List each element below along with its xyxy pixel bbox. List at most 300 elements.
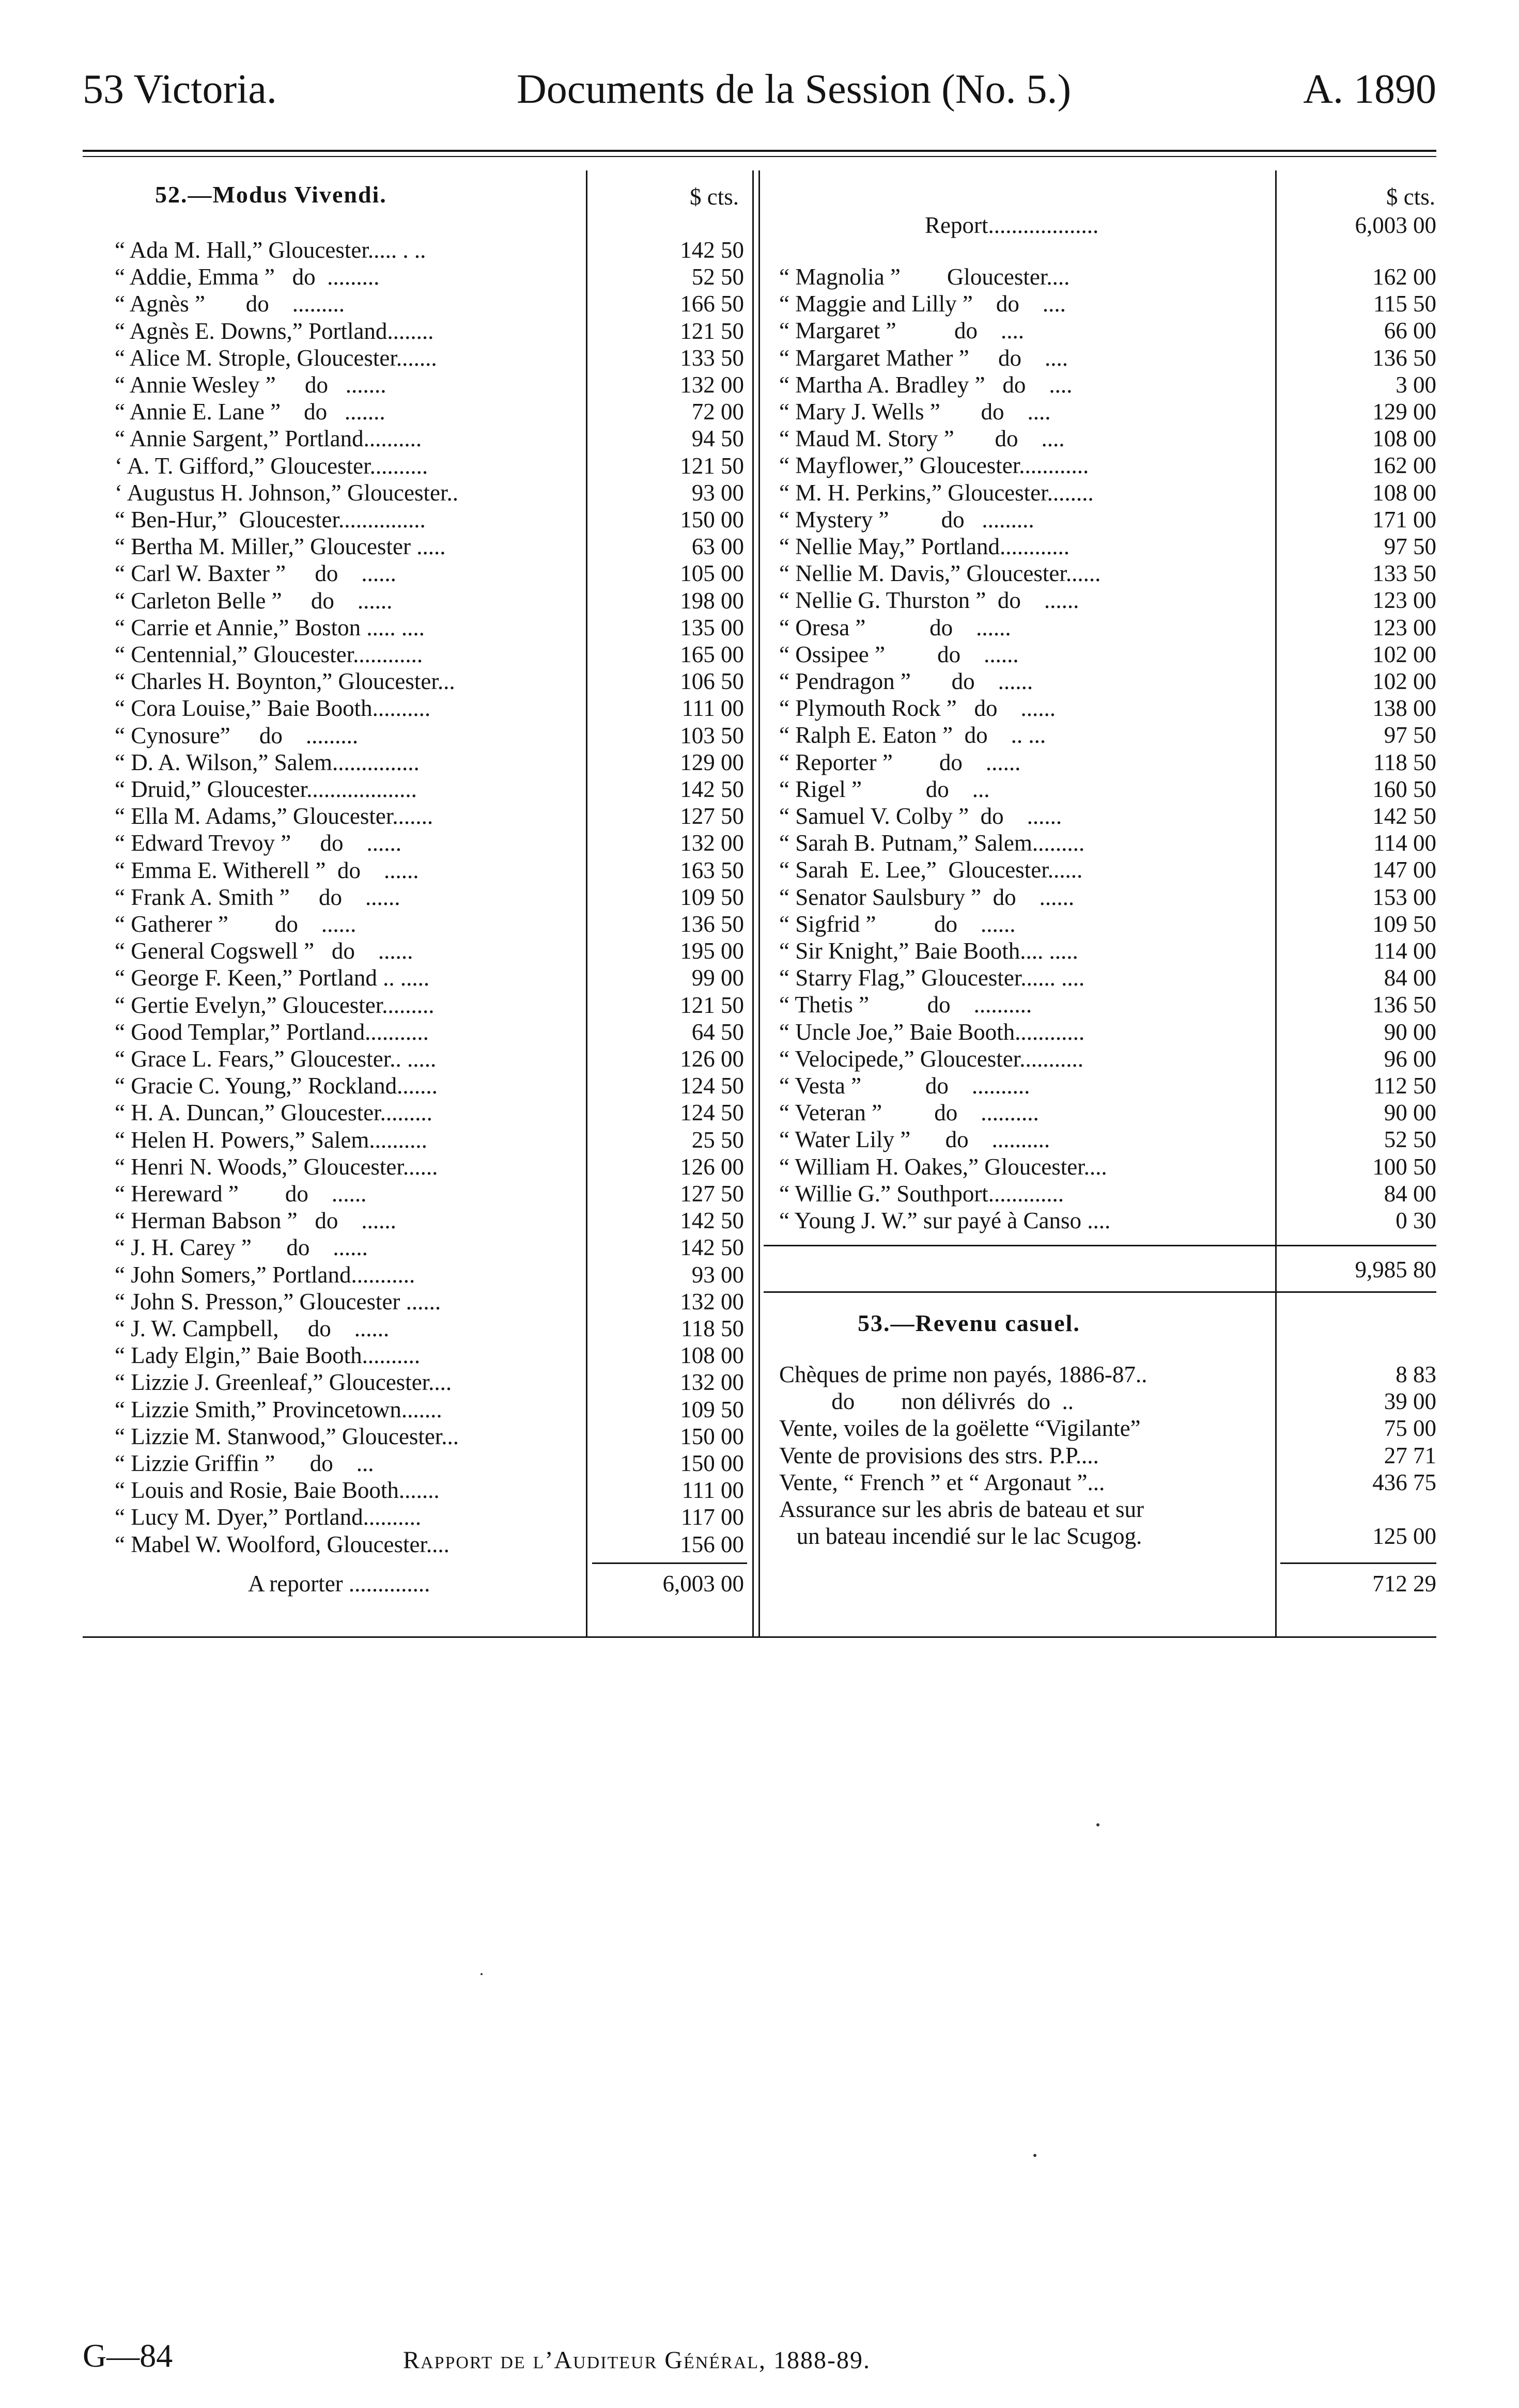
table-row xyxy=(115,1477,744,1504)
table-row xyxy=(115,533,744,560)
entry-name: “ Annie E. Lane ” do ....... xyxy=(115,399,385,425)
table-row xyxy=(115,263,744,290)
entry-name: “ Gatherer ” do ...... xyxy=(115,911,357,937)
entry-amount: 136 50 xyxy=(680,911,744,937)
entry-name: “ Willie G.” Southport............. xyxy=(779,1180,1064,1207)
entry-amount: 108 00 xyxy=(1372,426,1436,452)
entry-amount: 100 50 xyxy=(1372,1153,1436,1180)
entry-name: “ Hereward ” do ...... xyxy=(115,1181,367,1207)
entry-amount: 64 50 xyxy=(691,1019,744,1045)
entry-name: “ Lizzie Smith,” Provincetown....... xyxy=(115,1396,442,1422)
entry-name: “ Sigfrid ” do ...... xyxy=(779,911,1016,937)
entry-name: “ Sir Knight,” Baie Booth.... ..... xyxy=(779,938,1078,964)
entry-amount: 105 00 xyxy=(680,560,744,587)
table-row xyxy=(115,506,744,533)
entry-name: “ Cynosure” do ......... xyxy=(115,722,359,748)
entry-amount: 153 00 xyxy=(1372,884,1436,910)
entry-amount: 52 50 xyxy=(691,264,744,290)
entry-name: “ Annie Wesley ” do ....... xyxy=(115,372,386,398)
table-row xyxy=(115,1531,744,1558)
table-row xyxy=(115,749,744,776)
entry-amount: 66 00 xyxy=(1384,318,1436,344)
table-row xyxy=(115,1180,744,1207)
table-row xyxy=(115,884,744,911)
entry-name: “ Agnès ” do ......... xyxy=(115,291,345,317)
table-row xyxy=(115,1234,744,1261)
entry-name: “ Charles H. Boynton,” Gloucester... xyxy=(115,668,455,695)
table-row xyxy=(779,452,1436,479)
entry-name: “ Nellie May,” Portland............ xyxy=(779,534,1070,559)
entry-name: “ J. W. Campbell, do ...... xyxy=(115,1316,390,1341)
footer-report-title: Rapport de l’Auditeur Général, 1888-89. xyxy=(403,2347,871,2374)
entry-name: “ Ralph E. Eaton ” do .. ... xyxy=(779,722,1046,748)
entry-amount: 127 50 xyxy=(680,1181,744,1207)
entry-amount: 109 50 xyxy=(680,884,744,910)
table-row xyxy=(115,1099,744,1126)
left-carry-row xyxy=(248,1570,744,1597)
table-row xyxy=(115,1423,744,1450)
entry-name: “ Nellie M. Davis,” Gloucester...... xyxy=(779,560,1101,587)
table-row xyxy=(115,1315,744,1342)
revenu-amount: 8 83 xyxy=(1396,1362,1436,1387)
entry-name: “ Reporter ” do ...... xyxy=(779,749,1021,775)
entry-name: “ Good Templar,” Portland........... xyxy=(115,1019,429,1045)
table-row xyxy=(779,722,1436,748)
entry-amount: 121 50 xyxy=(680,318,744,344)
entry-name: “ Thetis ” do .......... xyxy=(779,992,1032,1018)
table-row xyxy=(115,1045,744,1072)
table-row xyxy=(115,1153,744,1180)
entry-name: “ Rigel ” do ... xyxy=(779,776,990,802)
carry-label: A reporter .............. xyxy=(248,1571,430,1597)
entry-name: “ George F. Keen,” Portland .. ..... xyxy=(115,965,430,991)
entry-name: “ Mystery ” do ......... xyxy=(779,506,1034,533)
revenu-row-line xyxy=(779,1361,1436,1388)
entry-name: “ Starry Flag,” Gloucester...... .... xyxy=(779,965,1085,991)
revenu-label: Vente de provisions des strs. P.P.... xyxy=(779,1442,1099,1468)
entry-name: “ Lizzie Griffin ” do ... xyxy=(115,1450,374,1476)
revenu-row-line xyxy=(779,1496,1436,1523)
entry-amount: 0 30 xyxy=(1396,1208,1436,1233)
print-speck xyxy=(1033,2154,1036,2157)
entry-name: “ Mary J. Wells ” do .... xyxy=(779,399,1051,425)
entry-name: “ Mayflower,” Gloucester............ xyxy=(779,452,1089,479)
table-row xyxy=(779,263,1436,290)
entry-name: “ Ben-Hur,” Gloucester............... xyxy=(115,507,426,533)
entry-amount: 93 00 xyxy=(691,479,744,506)
revenu-label: un bateau incendié sur le lac Scugog. xyxy=(779,1523,1142,1550)
entry-name: “ Alice M. Strople, Gloucester....... xyxy=(115,345,437,371)
entry-amount: 127 50 xyxy=(680,803,744,830)
entry-amount: 142 50 xyxy=(680,776,744,802)
entry-name: “ Vesta ” do .......... xyxy=(779,1073,1030,1099)
revenu-amount: 436 75 xyxy=(1372,1469,1436,1495)
table-row xyxy=(115,992,744,1019)
table-row xyxy=(115,452,744,479)
bottom-rule xyxy=(83,1636,1436,1638)
entry-name: “ Grace L. Fears,” Gloucester.. ..... xyxy=(115,1046,437,1072)
entry-amount: 114 00 xyxy=(1373,938,1436,964)
table-row xyxy=(779,1126,1436,1153)
entry-name: “ H. A. Duncan,” Gloucester......... xyxy=(115,1100,432,1126)
entry-amount: 123 00 xyxy=(1372,587,1436,614)
table-row xyxy=(779,533,1436,560)
table-row xyxy=(779,1019,1436,1045)
entry-name: “ Sarah B. Putnam,” Salem......... xyxy=(779,830,1085,856)
entry-amount: 156 00 xyxy=(680,1531,744,1557)
header-session: 53 Victoria. xyxy=(83,67,277,112)
table-row xyxy=(115,1261,744,1288)
entry-amount: 97 50 xyxy=(1384,534,1436,559)
entry-name: “ Ella M. Adams,” Gloucester....... xyxy=(115,803,433,830)
entry-name: “ Gertie Evelyn,” Gloucester......... xyxy=(115,992,435,1018)
table-row xyxy=(779,506,1436,533)
entry-amount: 162 00 xyxy=(1372,264,1436,290)
table-row xyxy=(115,803,744,830)
entry-amount: 117 00 xyxy=(680,1504,744,1530)
table-row xyxy=(779,1180,1436,1207)
entry-amount: 108 00 xyxy=(1372,479,1436,506)
entry-amount: 133 50 xyxy=(1372,560,1436,587)
table-row xyxy=(779,668,1436,695)
entry-name: ‘ A. T. Gifford,” Gloucester.......... xyxy=(115,452,428,479)
print-speck xyxy=(481,1973,483,1975)
entry-name: “ John Somers,” Portland........... xyxy=(115,1261,415,1288)
page-header xyxy=(83,66,1436,113)
entry-amount: 132 00 xyxy=(680,830,744,856)
right-total-amount: 9,985 80 xyxy=(1355,1257,1436,1283)
entry-amount: 150 00 xyxy=(680,1450,744,1476)
table-row xyxy=(115,1127,744,1153)
header-year: A. 1890 xyxy=(1303,67,1436,112)
table-row xyxy=(115,371,744,398)
entry-amount: 97 50 xyxy=(1384,722,1436,748)
revenu-label: Vente, “ French ” et “ Argonaut ”... xyxy=(779,1469,1105,1495)
entry-amount: 102 00 xyxy=(1372,641,1436,667)
entry-name: “ Margaret Mather ” do .... xyxy=(779,345,1068,371)
entry-amount: 121 50 xyxy=(680,992,744,1018)
revenu-row-line xyxy=(779,1469,1436,1496)
carry-amount: 6,003 00 xyxy=(662,1571,744,1597)
table-row xyxy=(779,560,1436,587)
entry-amount: 94 50 xyxy=(691,426,744,452)
entry-name: “ John S. Presson,” Gloucester ...... xyxy=(115,1288,441,1315)
table-row xyxy=(779,803,1436,830)
entry-amount: 3 00 xyxy=(1396,371,1436,398)
entry-name: “ Carl W. Baxter ” do ...... xyxy=(115,560,396,587)
revenu-row-line xyxy=(779,1388,1436,1415)
entry-name: “ Cora Louise,” Baie Booth.......... xyxy=(115,695,431,722)
right-total-rule-bottom xyxy=(764,1291,1436,1293)
table-row xyxy=(115,1369,744,1396)
entry-amount: 118 50 xyxy=(680,1316,744,1341)
table-row xyxy=(115,1288,744,1315)
entry-amount: 150 00 xyxy=(680,1423,744,1449)
entry-amount: 135 00 xyxy=(680,614,744,640)
entry-name: “ Young J. W.” sur payé à Canso .... xyxy=(779,1208,1111,1233)
table-row xyxy=(779,641,1436,668)
entry-name: “ Lizzie J. Greenleaf,” Gloucester.... xyxy=(115,1369,452,1396)
entry-amount: 133 50 xyxy=(680,345,744,371)
entry-name: “ Helen H. Powers,” Salem.......... xyxy=(115,1127,427,1153)
table-row xyxy=(779,587,1436,614)
table-row xyxy=(779,856,1436,883)
table-row xyxy=(779,937,1436,964)
entry-amount: 198 00 xyxy=(680,587,744,614)
table-row xyxy=(115,964,744,991)
table-row xyxy=(115,668,744,695)
entry-amount: 150 00 xyxy=(680,507,744,533)
table-row xyxy=(115,425,744,452)
entry-amount: 90 00 xyxy=(1384,1100,1436,1126)
entry-name: “ Gracie C. Young,” Rockland....... xyxy=(115,1073,438,1099)
table-row xyxy=(115,1342,744,1369)
revenu-label: Chèques de prime non payés, 1886-87.. xyxy=(779,1362,1148,1387)
table-row xyxy=(779,911,1436,937)
revenu-amount: 27 71 xyxy=(1384,1442,1436,1468)
entry-amount: 103 50 xyxy=(680,722,744,748)
table-row xyxy=(115,776,744,803)
entry-amount: 160 50 xyxy=(1372,776,1436,802)
entry-amount: 132 00 xyxy=(680,1288,744,1315)
top-rule-thick xyxy=(83,150,1436,152)
table-row xyxy=(779,1045,1436,1072)
entry-amount: 106 50 xyxy=(680,668,744,695)
entry-amount: 72 00 xyxy=(691,399,744,425)
entry-amount: 142 50 xyxy=(680,1234,744,1261)
table-row xyxy=(779,425,1436,452)
entry-amount: 84 00 xyxy=(1384,1180,1436,1207)
entry-name: “ Lucy M. Dyer,” Portland.......... xyxy=(115,1504,422,1530)
table-row xyxy=(115,560,744,587)
entry-amount: 102 00 xyxy=(1372,668,1436,694)
entry-name: “ Maggie and Lilly ” do .... xyxy=(779,291,1066,317)
entry-amount: 124 50 xyxy=(680,1100,744,1126)
report-label: Report................... xyxy=(925,212,1099,238)
entry-amount: 109 50 xyxy=(1372,911,1436,937)
entry-amount: 90 00 xyxy=(1384,1019,1436,1045)
entry-name: “ General Cogswell ” do ...... xyxy=(115,938,413,964)
entry-amount: 118 50 xyxy=(1373,749,1436,775)
header-title: Documents de la Session (No. 5.) xyxy=(517,67,1072,112)
entry-amount: 136 50 xyxy=(1372,992,1436,1018)
entry-name: “ Centennial,” Gloucester............ xyxy=(115,642,423,667)
footer-page-number: G—84 xyxy=(83,2337,173,2374)
entry-amount: 109 50 xyxy=(680,1396,744,1422)
right-col-header: $ cts. xyxy=(1386,184,1435,210)
table-row xyxy=(779,479,1436,506)
entry-name: “ Carleton Belle ” do ...... xyxy=(115,587,393,614)
center-separator-b xyxy=(758,170,760,1637)
revenu-total-row xyxy=(1281,1570,1436,1597)
revenu-row-line xyxy=(779,1523,1436,1550)
table-row xyxy=(779,776,1436,803)
table-row xyxy=(115,318,744,345)
entry-amount: 111 00 xyxy=(681,1477,744,1504)
entry-name: “ Annie Sargent,” Portland.......... xyxy=(115,426,422,452)
report-row xyxy=(925,212,1436,239)
table-row xyxy=(115,1072,744,1099)
entry-amount: 165 00 xyxy=(680,642,744,667)
print-speck xyxy=(1096,1823,1099,1826)
table-row xyxy=(115,1396,744,1423)
entry-name: “ Samuel V. Colby ” do ...... xyxy=(779,803,1062,829)
entry-name: “ Velocipede,” Gloucester........... xyxy=(779,1045,1083,1072)
entry-amount: 132 00 xyxy=(680,372,744,398)
entry-amount: 129 00 xyxy=(1372,399,1436,425)
entry-name: “ Druid,” Gloucester................... xyxy=(115,776,417,802)
table-row xyxy=(115,857,744,884)
table-row xyxy=(115,830,744,856)
top-rule-thin xyxy=(83,156,1436,157)
center-separator-a xyxy=(752,170,754,1637)
entry-name: “ Pendragon ” do ...... xyxy=(779,668,1033,694)
revenu-total-amount: 712 29 xyxy=(1372,1571,1436,1597)
table-row xyxy=(779,290,1436,317)
revenu-label: Vente, voiles de la goëlette “Vigilante” xyxy=(779,1415,1141,1442)
table-row xyxy=(779,345,1436,371)
table-row xyxy=(115,237,744,263)
entry-amount: 132 00 xyxy=(680,1369,744,1396)
table-row xyxy=(115,587,744,614)
entry-name: “ Agnès E. Downs,” Portland........ xyxy=(115,318,434,344)
report-amount: 6,003 00 xyxy=(1355,212,1436,238)
entry-amount: 124 50 xyxy=(680,1073,744,1099)
revenu-amount: 39 00 xyxy=(1384,1388,1436,1415)
entry-name: “ Herman Babson ” do ...... xyxy=(115,1208,396,1234)
entry-name: “ Louis and Rosie, Baie Booth....... xyxy=(115,1477,440,1504)
table-row xyxy=(115,1504,744,1530)
table-row xyxy=(115,722,744,749)
entry-name: “ Edward Trevoy ” do ...... xyxy=(115,830,401,856)
entry-name: “ Water Lily ” do .......... xyxy=(779,1127,1050,1153)
table-row xyxy=(779,964,1436,991)
entry-name: “ Senator Saulsbury ” do ...... xyxy=(779,884,1075,910)
revenu-label: do non délivrés do .. xyxy=(779,1388,1074,1415)
table-row xyxy=(779,398,1436,425)
entry-amount: 121 50 xyxy=(680,452,744,479)
table-row xyxy=(779,749,1436,776)
entry-name: “ Ada M. Hall,” Gloucester..... . .. xyxy=(115,237,426,263)
revenu-amount: 125 00 xyxy=(1372,1523,1436,1550)
entry-name: “ Plymouth Rock ” do ...... xyxy=(779,695,1056,722)
entry-name: “ Martha A. Bradley ” do .... xyxy=(779,371,1073,398)
table-row xyxy=(115,1207,744,1234)
entry-name: “ Uncle Joe,” Baie Booth............ xyxy=(779,1019,1085,1045)
table-row xyxy=(779,317,1436,344)
table-row xyxy=(779,1072,1436,1099)
left-total-rule xyxy=(592,1562,747,1564)
entry-name: “ Addie, Emma ” do ......... xyxy=(115,264,380,290)
entry-name: “ Sarah E. Lee,” Gloucester...... xyxy=(779,857,1083,883)
table-row xyxy=(779,1153,1436,1180)
entry-name: “ Oresa ” do ...... xyxy=(779,614,1011,640)
right-total-row xyxy=(1281,1256,1436,1283)
entry-amount: 25 50 xyxy=(691,1127,744,1153)
entry-name: “ Henri N. Woods,” Gloucester...... xyxy=(115,1153,438,1180)
revenu-total-rule xyxy=(1280,1562,1436,1564)
table-row xyxy=(779,884,1436,911)
table-row xyxy=(779,1207,1436,1234)
table-row xyxy=(115,1450,744,1477)
entry-name: ‘ Augustus H. Johnson,” Gloucester.. xyxy=(115,479,458,506)
entry-name: “ J. H. Carey ” do ...... xyxy=(115,1234,368,1261)
table-row xyxy=(115,479,744,506)
right-total-rule-top xyxy=(764,1245,1436,1246)
entry-amount: 142 50 xyxy=(1372,803,1436,829)
entry-amount: 52 50 xyxy=(1384,1127,1436,1153)
entry-amount: 114 00 xyxy=(1373,830,1436,856)
table-row xyxy=(779,695,1436,722)
entry-name: “ Maud M. Story ” do .... xyxy=(779,426,1065,452)
left-col-header: $ cts. xyxy=(690,184,739,210)
entry-amount: 138 00 xyxy=(1372,695,1436,722)
entry-amount: 99 00 xyxy=(691,965,744,991)
entry-amount: 108 00 xyxy=(680,1342,744,1369)
entry-amount: 166 50 xyxy=(680,291,744,317)
entry-name: “ Margaret ” do .... xyxy=(779,318,1025,344)
table-row xyxy=(115,1019,744,1045)
table-row xyxy=(115,911,744,937)
entry-name: “ Ossipee ” do ...... xyxy=(779,641,1019,667)
entry-name: “ Mabel W. Woolford, Gloucester.... xyxy=(115,1531,450,1557)
table-row xyxy=(115,937,744,964)
page-footer xyxy=(83,2337,1323,2378)
table-row xyxy=(115,398,744,425)
entry-name: “ D. A. Wilson,” Salem............... xyxy=(115,749,420,775)
entry-amount: 147 00 xyxy=(1372,857,1436,883)
entry-amount: 115 50 xyxy=(1373,291,1436,317)
entry-amount: 84 00 xyxy=(1384,965,1436,991)
entry-name: “ Lizzie M. Stanwood,” Gloucester... xyxy=(115,1423,459,1449)
entry-name: “ Veteran ” do .......... xyxy=(779,1100,1039,1126)
table-row xyxy=(779,614,1436,641)
entry-name: “ M. H. Perkins,” Gloucester........ xyxy=(779,479,1094,506)
revenu-row-line xyxy=(779,1415,1436,1442)
entry-name: “ Bertha M. Miller,” Gloucester ..... xyxy=(115,534,446,560)
table-row xyxy=(779,1099,1436,1126)
entry-amount: 111 00 xyxy=(681,695,744,722)
section-title-revenu-casuel: 53.—Revenu casuel. xyxy=(858,1310,1080,1336)
entry-amount: 142 50 xyxy=(680,237,744,263)
entry-amount: 162 00 xyxy=(1372,452,1436,479)
entry-name: “ Carrie et Annie,” Boston ..... .... xyxy=(115,614,425,640)
table-row xyxy=(779,371,1436,398)
entry-name: “ Frank A. Smith ” do ...... xyxy=(115,884,400,910)
entry-amount: 171 00 xyxy=(1372,506,1436,533)
section-title-modus-vivendi: 52.—Modus Vivendi. xyxy=(155,181,387,208)
table-row xyxy=(779,991,1436,1018)
table-row xyxy=(115,695,744,722)
entry-name: “ Emma E. Witherell ” do ...... xyxy=(115,857,419,883)
revenu-row-line xyxy=(779,1442,1436,1469)
entry-amount: 126 00 xyxy=(680,1153,744,1180)
table-row xyxy=(779,830,1436,856)
entry-amount: 123 00 xyxy=(1372,614,1436,640)
table-row xyxy=(115,290,744,317)
entry-amount: 129 00 xyxy=(680,749,744,775)
entry-amount: 136 50 xyxy=(1372,345,1436,371)
entry-amount: 126 00 xyxy=(680,1046,744,1072)
entry-name: “ Lady Elgin,” Baie Booth.......... xyxy=(115,1342,421,1369)
entry-amount: 163 50 xyxy=(680,857,744,883)
entry-amount: 96 00 xyxy=(1384,1045,1436,1072)
table-row xyxy=(115,614,744,641)
entry-name: “ Nellie G. Thurston ” do ...... xyxy=(779,587,1079,614)
entry-amount: 93 00 xyxy=(691,1261,744,1288)
entry-name: “ Magnolia ” Gloucester.... xyxy=(779,264,1070,290)
table-row xyxy=(115,345,744,371)
